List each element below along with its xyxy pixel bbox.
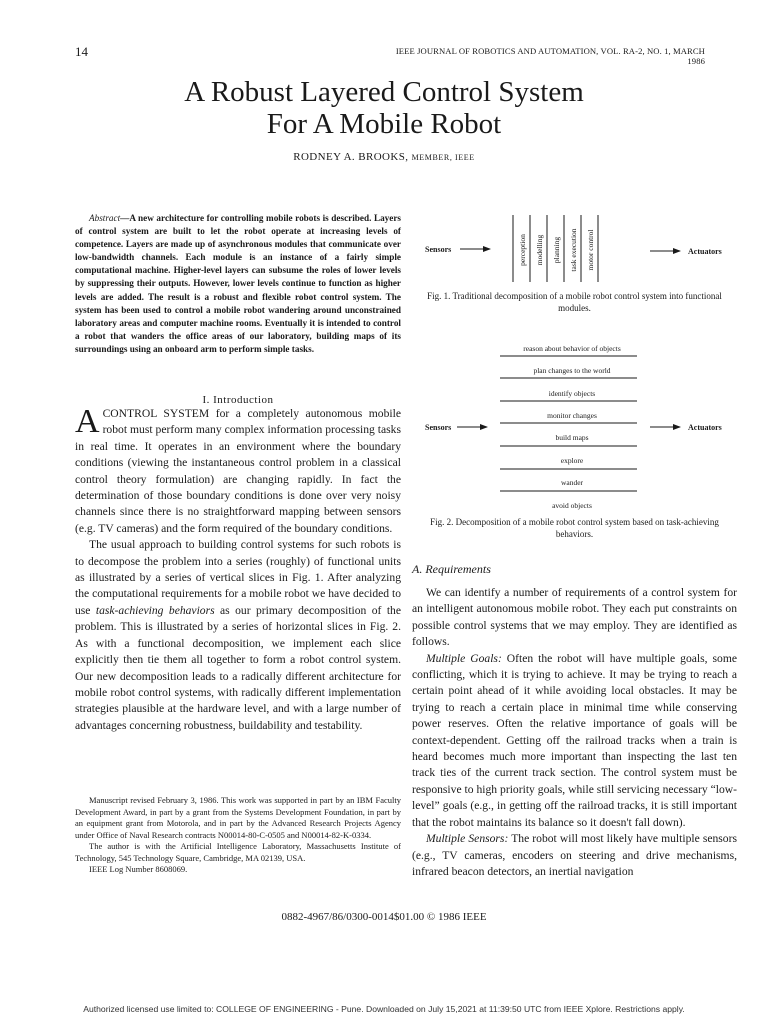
fig2-layer-monitor: monitor changes — [547, 411, 597, 420]
fig2-layer-build-maps: build maps — [555, 433, 589, 442]
author-membership: MEMBER, IEEE — [411, 153, 475, 162]
intro-paragraph-2: The usual approach to building control systems for such robots is to decompose the problem into a series (roughly) of functional units as illustrated by a series of vertical slices in Fig. 1. After analyzing the computational requirements for a mobile robot we have decided to use task-achieving behaviors as our primary decomposition of the problem. This is illustrated by a series of horizontal slices in Fig. 2. As with a functional decomposition, we implement each slice explicitly then tie them all together to form a robot control system. Our new decomposition leads to a radically different architecture for mobile robot control systems, with radically different implementation strategies plausible at the hardware level, and with a large number of advantages concerning robustness, buildability and testability. — [75, 538, 401, 732]
footnote — [75, 795, 401, 876]
fig1-module-planning: planning — [552, 236, 561, 264]
footnote-log-number: IEEE Log Number 8608069. — [89, 864, 188, 874]
fig1-actuators-label: Actuators — [688, 247, 722, 256]
requirements-multiple-goals: Multiple Goals: Often the robot will have multiple goals, some conflicting, which it is trying to achieve. It may be trying to reach a certain point ahead of it while avoiding local obstacles. It may be trying to reach a certain place in minimal time while conserving power reserves. Often the relative importance of goals will be context-dependent. Getting off the railroad tracks when a train is heard becomes much more important than inspecting the last ten track ties of the current track section. The control system must be responsive to high priority goals, while still servicing necessary “low-level” goals (e.g., in getting off the railroad tracks, it is still important that the robot maintains its balance so it doesn't fall down). — [412, 651, 737, 829]
requirements-multiple-sensors: Multiple Sensors: The robot will most likely have multiple sensors (e.g., TV cameras, encoders on steering and drive mechanisms, infrared beacon detectors, an inertial navigation — [412, 832, 737, 878]
section-heading-introduction: I. Introduction — [202, 394, 274, 406]
intro-paragraph-1: ACONTROL SYSTEM for a completely autonomous mobile robot must perform many complex information processing tasks in real time. It operates in an environment where the boundary conditions (viewing the instantaneous control problem in a classical control theory formulation) are changing rapidly. In fact the determination of those boundary conditions is done over very noisy channels since there is no straightforward mapping between sensors (e.g. TV cameras) and the form required of the boundary conditions. — [75, 403, 401, 535]
footnote-affiliation: The author is with the Artificial Intelligence Laboratory, Massachusetts Institute of Technology, 545 Technology Square, Cambridge, MA 02139, USA. — [75, 841, 401, 863]
fig1-module-motor-control: motor control — [586, 229, 595, 271]
title-line-1: A Robust Layered Control System — [184, 76, 584, 108]
drop-cap: A — [75, 403, 100, 440]
subsection-heading-requirements: A. Requirements — [412, 562, 491, 576]
requirements-body — [412, 585, 737, 880]
fig2-layer-identify: identify objects — [548, 389, 596, 398]
figure-1-diagram — [412, 210, 742, 290]
copyright-line: 0882-4967/86/0300-0014$01.00 © 1986 IEEE — [281, 911, 487, 923]
license-notice: Authorized licensed use limited to: COLLEGE OF ENGINEERING - Pune. Downloaded on July 15,2021 at 11:39:50 UTC from IEEE Xplore. Restrictions apply. — [83, 1004, 685, 1014]
page-number: 14 — [75, 44, 88, 59]
paper-title — [0, 76, 768, 140]
fig2-layer-plan: plan changes to the world — [533, 366, 611, 375]
fig2-actuators-label: Actuators — [688, 423, 722, 432]
fig1-module-modelling: modelling — [535, 234, 544, 266]
author-line — [0, 151, 768, 163]
abstract-text: —A new architecture for controlling mobile robots is described. Layers of control system are built to let the robot operate at increasing levels of competence. Layers are made up of asynchronous modules that communicate over low-bandwidth channels. Each module is an instance of a fairly simple computational machine. Higher-level layers can subsume the roles of lower levels by suppressing their outputs. However, lower levels continue to function as higher levels are added. The result is a robust and flexible robot control system. The system has been used to control a mobile robot wandering around unconstrained laboratory areas and computer machine rooms. Eventually it is intended to control a robot that wanders the office areas of our laboratory, building maps of its surroundings using an onboard arm to perform simple tasks. — [75, 213, 401, 354]
figure-2-diagram — [412, 340, 742, 516]
journal-header: IEEE JOURNAL OF ROBOTICS AND AUTOMATION, VOL. RA-2, NO. 1, MARCH 1986 — [395, 46, 705, 66]
fig1-module-task-execution: task execution — [569, 228, 578, 272]
abstract-label: Abstract — [89, 213, 121, 223]
title-line-2: For A Mobile Robot — [266, 108, 502, 140]
abstract — [75, 212, 401, 356]
fig1-sensors-label: Sensors — [425, 245, 452, 254]
fig2-layer-avoid: avoid objects — [552, 501, 592, 510]
fig2-sensors-label: Sensors — [425, 423, 452, 432]
fig2-layer-wander: wander — [560, 478, 584, 487]
fig2-layer-explore: explore — [560, 456, 584, 465]
author-name: RODNEY A. BROOKS, — [293, 151, 409, 163]
figure-2-caption: Fig. 2. Decomposition of a mobile robot control system based on task-achieving behaviors. — [430, 517, 719, 539]
fig1-module-perception: perception — [518, 234, 527, 266]
footnote-manuscript: Manuscript revised February 3, 1986. This work was supported in part by an IBM Faculty Development Award, in part by a grant from the Systems Development Foundation, in part by an equipment grant from Motorola, and in part by the Advanced Research Projects Agency under Office of Naval Research contracts N00014-80-C-0505 and N00014-82-K-0334. — [75, 795, 401, 840]
fig2-layer-reason: reason about behavior of objects — [523, 344, 621, 353]
introduction-body — [75, 403, 401, 734]
requirements-paragraph-1: We can identify a number of requirements of a control system for an intelligent autonomous mobile robot. They each put constraints on possible control systems that we may employ. They are identified as follows. — [412, 586, 737, 649]
figure-1-caption: Fig. 1. Traditional decomposition of a mobile robot control system into functional modules. — [427, 291, 722, 313]
